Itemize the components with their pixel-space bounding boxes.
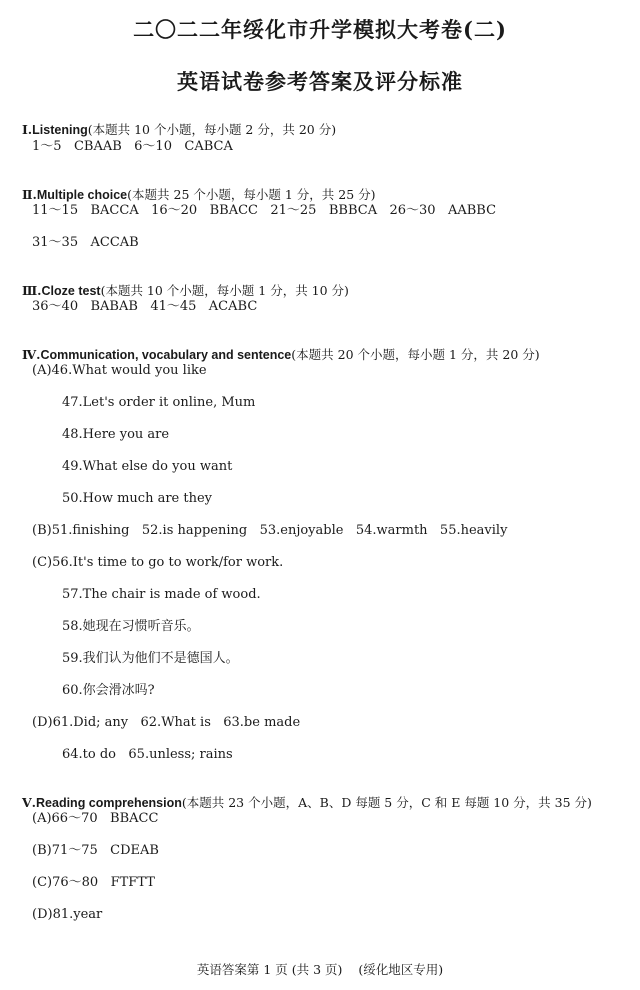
answer-line: 36～40 BABAB 41～45 ACABC (32, 299, 258, 314)
section-name: Communication, vocabulary and sentence (40, 348, 292, 362)
document-title: 二〇二二年绥化市升学模拟大考卷(二) (133, 17, 507, 42)
answer-line: 31～35 ACCAB (32, 235, 139, 250)
section-heading-cloze-test (14, 267, 349, 299)
section-scoring: (本题共 25 个小题，每小题 1 分，共 25 分) (127, 187, 376, 202)
answer-line: (A)46.What would you like (32, 363, 207, 378)
answer-line: 59.我们认为他们不是德国人。 (62, 651, 239, 666)
section-number: Ⅱ. (21, 187, 37, 202)
section-scoring: (本题共 23 个小题，A、B、D 每题 5 分，C 和 E 每题 10 分，共 35 分) (181, 795, 592, 810)
section-name: Reading comprehension (36, 796, 182, 810)
section-name: Listening (32, 123, 88, 137)
section-scoring: (本题共 10 个小题，每小题 1 分，共 10 分) (100, 283, 349, 298)
section-number: Ⅰ. (21, 122, 33, 137)
section-heading-reading (14, 779, 592, 811)
section-name: Multiple choice (36, 188, 128, 202)
answer-line: (B)71～75 CDEAB (32, 843, 159, 858)
answer-line: 58.她现在习惯听音乐。 (62, 619, 200, 634)
answer-line: 49.What else do you want (62, 459, 233, 474)
section-heading-multiple-choice (14, 171, 376, 203)
section-scoring: (本题共 20 个小题，每小题 1 分，共 20 分) (291, 347, 540, 362)
answer-line: 60.你会滑冰吗? (62, 683, 155, 698)
answer-line: (D)81.year (32, 907, 103, 922)
section-heading-listening (14, 106, 336, 138)
answer-line: 11～15 BACCA 16～20 BBACC 21～25 BBBCA 26～30 AABBC (32, 203, 497, 218)
page-footer: 英语答案第 1 页 (共 3 页) (绥化地区专用) (196, 962, 444, 977)
answer-line: (C)56.It's time to go to work/for work. (32, 555, 284, 570)
section-name: Cloze test (41, 284, 101, 298)
answer-line: (C)76～80 FTFTT (32, 875, 155, 890)
document-subtitle: 英语试卷参考答案及评分标准 (177, 69, 463, 94)
section-number: Ⅴ. (21, 795, 37, 810)
answer-line: 57.The chair is made of wood. (62, 587, 261, 602)
section-number: Ⅲ. (21, 283, 42, 298)
answer-line: (A)66～70 BBACC (32, 811, 159, 826)
section-number: Ⅳ. (21, 347, 41, 362)
answer-line: (D)61.Did; any 62.What is 63.be made (32, 715, 301, 730)
answer-line: 50.How much are they (62, 491, 213, 506)
answer-line: 1～5 CBAAB 6～10 CABCA (32, 139, 233, 154)
answer-line: 47.Let's order it online, Mum (62, 395, 256, 410)
section-heading-communication (14, 331, 540, 363)
section-scoring: (本题共 10 个小题，每小题 2 分，共 20 分) (87, 122, 337, 137)
answer-line: (B)51.finishing 52.is happening 53.enjoyable 54.warmth 55.heavily (32, 523, 508, 538)
answer-line: 64.to do 65.unless; rains (62, 747, 233, 762)
answer-line: 48.Here you are (62, 427, 170, 442)
